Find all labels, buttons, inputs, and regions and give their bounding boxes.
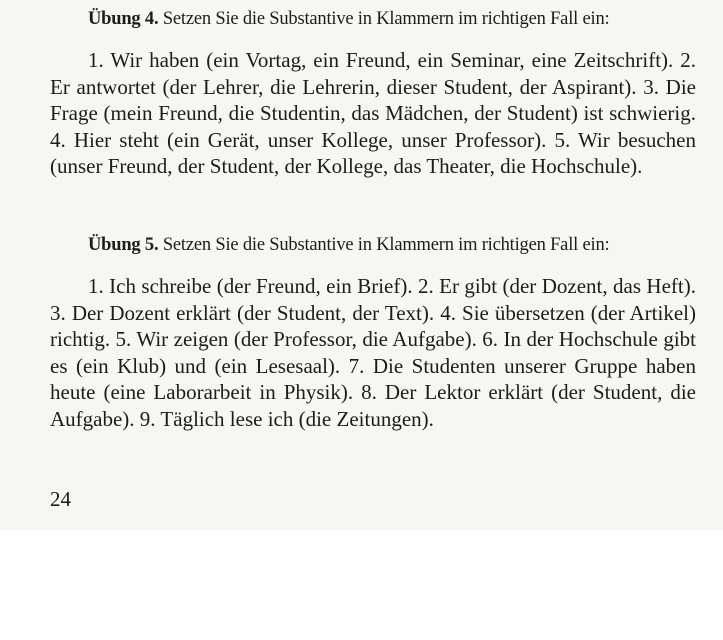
exercise-instruction: Setzen Sie die Substantive in Klammern im richtigen Fall ein:: [162, 9, 610, 29]
exercise-instruction: Setzen Sie die Substantive in Klammern im richtigen Fall ein:: [162, 235, 610, 255]
exercise-label: Übung 4.: [88, 9, 159, 29]
page-number: 24: [50, 487, 71, 511]
exercise-task: [88, 6, 696, 33]
exercise-4: [50, 6, 696, 180]
exercise-task: [88, 232, 696, 259]
exercise-text: 1. Wir haben (ein Vortag, ein Freund, ein Seminar, eine Zeitschrift). 2. Er antwortet (der Lehrer, die Lehrerin, dieser Student, der Aspirant). 3. Die Frage (mein Freund, die Studentin, das Mädchen, der Student) ist schwierig. 4. Hier steht (ein Gerät, unser Kollege, unser Professor). 5. Wir besuchen (unser Freund, der Student, der Kollege, das Theater, die Hochschule).: [50, 48, 696, 179]
exercise-5: [50, 232, 696, 433]
exercise-label: Übung 5.: [88, 235, 159, 255]
exercise-text: 1. Ich schreibe (der Freund, ein Brief). 2. Er gibt (der Dozent, das Heft). 3. Der Dozent erklärt (der Student, der Text). 4. Sie übersetzen (der Artikel) richtig. 5. Wir zeigen (der Professor, die Aufgabe). 6. In der Hochschule gibt es (ein Klub) und (ein Lesesaal). 7. Die Studenten unserer Gruppe haben heute (eine Laborarbeit in Physik). 8. Der Lektor erklärt (der Student, die Aufgabe). 9. Täglich lese ich (die Zeitungen).: [50, 274, 696, 431]
